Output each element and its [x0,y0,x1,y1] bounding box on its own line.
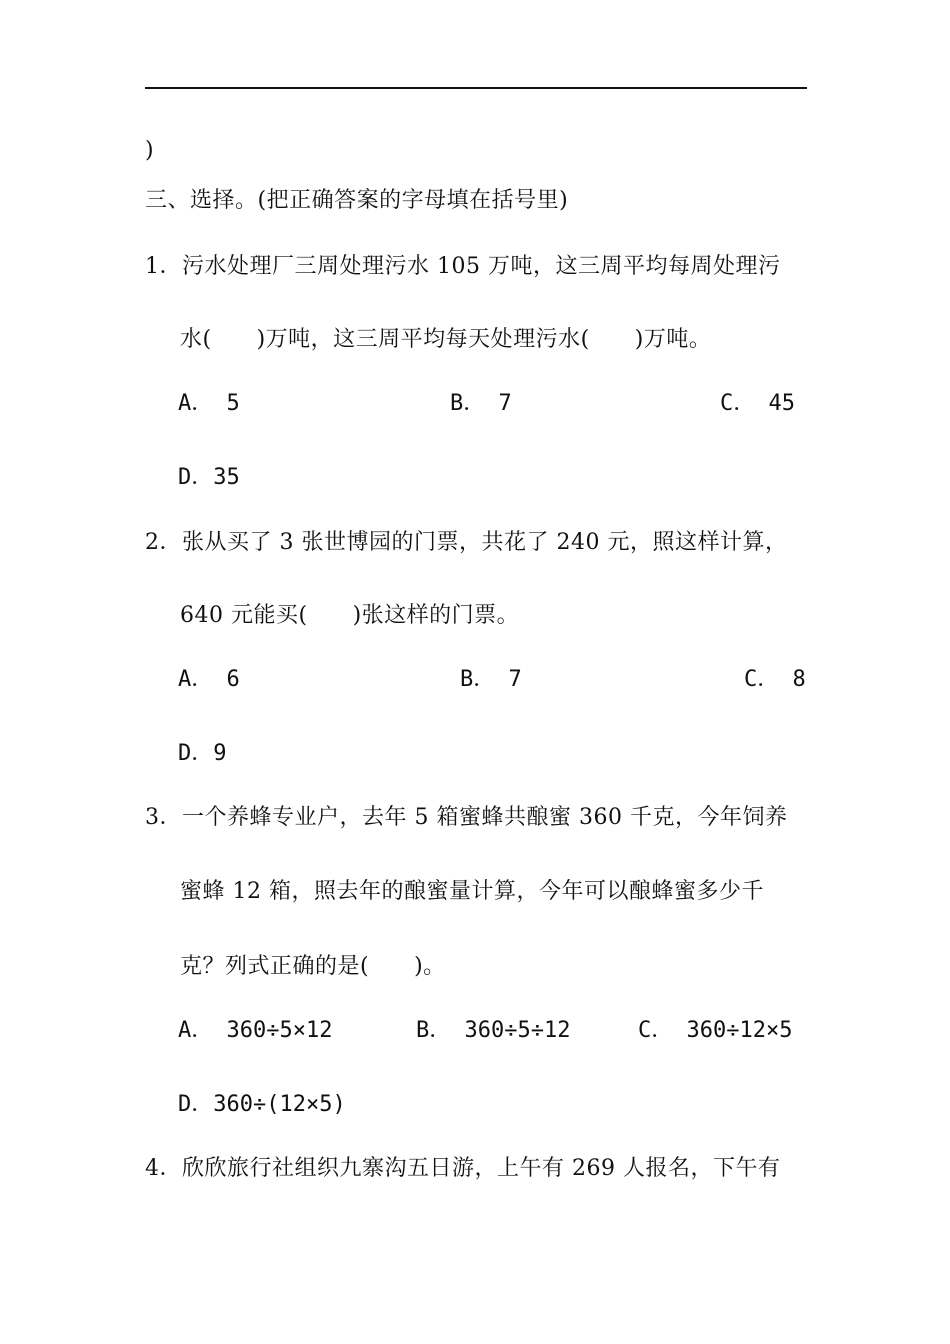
question-1-line-1: 1．污水处理厂三周处理污水 105 万吨，这三周平均每周处理污 [145,254,781,279]
section-title: 三、选择。(把正确答案的字母填在括号里) [145,188,569,213]
carry-over-paren: ) [145,138,155,163]
question-3-option-c: C． 360÷12×5 [638,1018,793,1043]
question-3-option-a: A． 360÷5×12 [178,1018,333,1043]
header-rule [145,87,807,89]
question-1-option-d: D．35 [178,465,240,490]
question-2-line-2: 640 元能买( )张这样的门票。 [180,603,520,628]
question-4-line-1: 4．欣欣旅行社组织九寨沟五日游，上午有 269 人报名，下午有 [145,1156,781,1181]
question-3-line-2: 蜜蜂 12 箱，照去年的酿蜜量计算，今年可以酿蜂蜜多少千 [180,879,764,904]
question-1-line-2: 水( )万吨，这三周平均每天处理污水( )万吨。 [180,327,712,352]
question-2-option-d: D．9 [178,741,227,766]
question-3-line-1: 3．一个养蜂专业户，去年 5 箱蜜蜂共酿蜜 360 千克，今年饲养 [145,805,788,830]
question-3-option-d: D．360÷(12×5) [178,1092,346,1117]
question-2-option-c: C． 8 [744,667,806,692]
question-2-line-1: 2．张从买了 3 张世博园的门票，共花了 240 元，照这样计算， [145,530,788,555]
question-3-option-b: B． 360÷5÷12 [416,1018,571,1043]
question-1-option-c: C． 45 [720,391,795,416]
question-2-option-a: A． 6 [178,667,240,692]
question-2-option-b: B． 7 [460,667,522,692]
question-1-option-a: A． 5 [178,391,240,416]
question-3-line-3: 克？列式正确的是( )。 [180,954,446,979]
question-1-option-b: B． 7 [450,391,512,416]
